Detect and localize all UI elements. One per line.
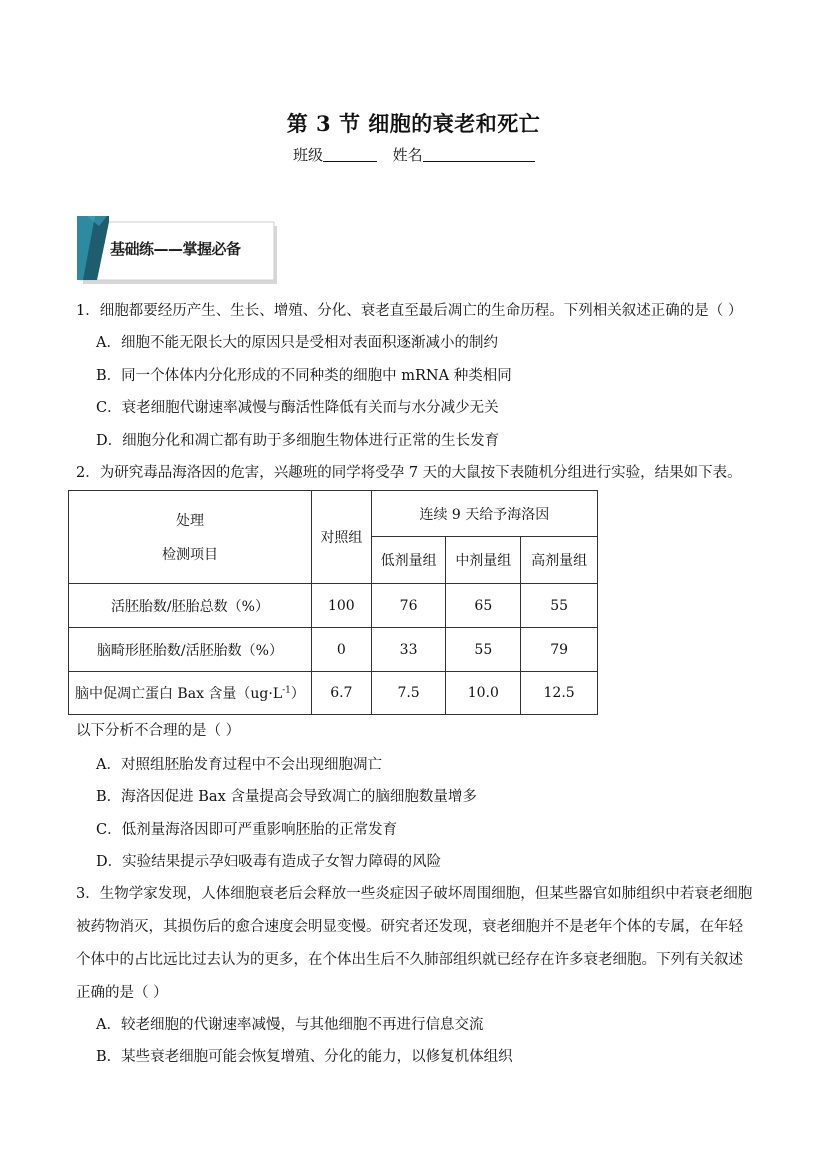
q2-option-c: C．低剂量海洛因即可严重影响胚胎的正常发育 [96, 822, 398, 838]
name-blank [423, 147, 535, 162]
name-label: 姓名 [392, 146, 423, 164]
q2-followup: 以下分析不合理的是（ ） [76, 723, 241, 739]
table-row [69, 628, 598, 672]
class-label: 班级 [293, 146, 324, 164]
section-banner [77, 216, 279, 286]
row-label-text: 脑中促凋亡蛋白 Bax 含量（ug·L [74, 686, 283, 702]
row-label: 脑畸形胚胎数/活胚胎数（%） [69, 628, 312, 672]
q1-option-d: D．细胞分化和凋亡都有助于多细胞生物体进行正常的生长发育 [96, 433, 500, 449]
class-blank [323, 147, 377, 162]
table-cell: 6.7 [311, 672, 371, 715]
experiment-table [68, 490, 598, 715]
q3-stem-line-4: 正确的是（ ） [76, 985, 168, 1001]
banner-title: 基础练——掌握必备 [110, 240, 241, 258]
table-cell: 79 [521, 628, 598, 672]
row-label-superscript: -1 [282, 685, 291, 696]
q3-stem-line-3: 个体中的占比远比过去认为的更多，在个体出生后不久肺部组织就已经存在许多衰老细胞。下列有关叙述 [76, 952, 743, 968]
table-corner-cell [69, 491, 312, 584]
table-cell: 33 [371, 628, 446, 672]
table-cell: 55 [521, 584, 598, 628]
control-header: 对照组 [311, 491, 371, 584]
table-cell: 7.5 [371, 672, 446, 715]
table-cell: 0 [311, 628, 371, 672]
dose-header-low: 低剂量组 [371, 537, 446, 584]
row-label-end: ） [290, 686, 305, 702]
q3-option-b: B．某些衰老细胞可能会恢复增殖、分化的能力，以修复机体组织 [96, 1049, 513, 1065]
table-cell: 55 [446, 628, 521, 672]
table-cell: 76 [371, 584, 446, 628]
q2-option-d: D．实验结果提示孕妇吸毒有造成子女智力障碍的风险 [96, 854, 442, 870]
q2-option-a: A．对照组胚胎发育过程中不会出现细胞凋亡 [96, 757, 382, 773]
q1-stem: 1．细胞都要经历产生、生长、增殖、分化、衰老直至最后凋亡的生命历程。下列相关叙述正确的是（ ） [76, 303, 743, 319]
corner-treatment-label: 处理 [175, 513, 204, 529]
row-label [69, 672, 312, 715]
page-title: 第 3 节 细胞的衰老和死亡 [286, 111, 541, 136]
table-cell: 12.5 [521, 672, 598, 715]
row-label: 活胚胎数/胚胎总数（%） [69, 584, 312, 628]
treatment-header: 连续 9 天给予海洛因 [371, 491, 597, 537]
dose-header-high: 高剂量组 [521, 537, 598, 584]
q2-option-b: B．海洛因促进 Bax 含量提高会导致凋亡的脑细胞数量增多 [96, 789, 477, 805]
table-cell: 100 [311, 584, 371, 628]
corner-item-label: 检测项目 [161, 547, 218, 563]
table-cell: 10.0 [446, 672, 521, 715]
q3-option-a: A．较老细胞的代谢速率减慢，与其他细胞不再进行信息交流 [96, 1017, 484, 1033]
table-row [69, 584, 598, 628]
dose-header-mid: 中剂量组 [446, 537, 521, 584]
q1-option-c: C．衰老细胞代谢速率减慢与酶活性降低有关而与水分减少无关 [96, 400, 499, 416]
table-row [69, 672, 598, 715]
q3-stem-line-2: 被药物消灭，其损伤后的愈合速度会明显变慢。研究者还发现，衰老细胞并不是老年个体的专属，在年轻 [76, 919, 743, 935]
q3-stem-line-1: 3．生物学家发现，人体细胞衰老后会释放一些炎症因子破坏周围细胞，但某些器官如肺组织中若衰老细胞 [76, 886, 753, 902]
q1-option-b: B．同一个体体内分化形成的不同种类的细胞中 mRNA 种类相同 [96, 368, 512, 384]
q2-stem: 2．为研究毒品海洛因的危害，兴趣班的同学将受孕 7 天的大鼠按下表随机分组进行实验，结果如下表。 [76, 465, 742, 481]
student-info [293, 144, 535, 165]
table-cell: 65 [446, 584, 521, 628]
q1-option-a: A．细胞不能无限长大的原因只是受相对表面积逐渐减小的制约 [96, 335, 498, 351]
